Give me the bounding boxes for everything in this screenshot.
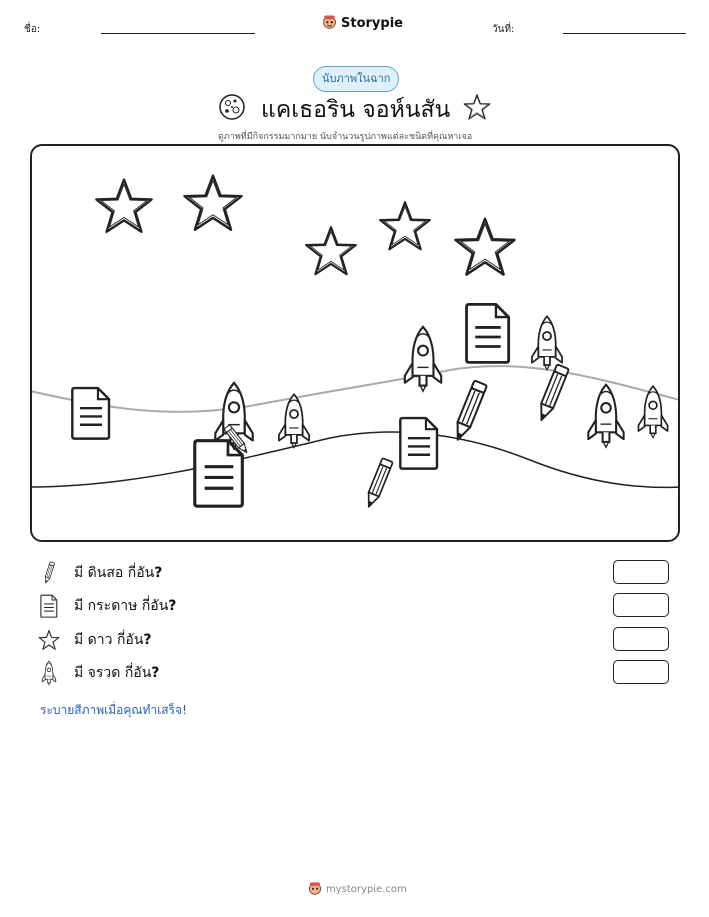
answer-box-paper[interactable] (613, 593, 669, 617)
question-mark: ? (151, 665, 160, 681)
rocket (401, 324, 445, 394)
star (303, 224, 359, 278)
answer-box-star[interactable] (613, 627, 669, 651)
question-suffix: กี่อัน (127, 565, 155, 581)
title-star-icon (463, 93, 491, 125)
rocket (276, 392, 312, 450)
question-text: มี จรวด (74, 665, 125, 681)
star (452, 215, 518, 279)
question-text: มี ดาว (74, 632, 117, 648)
question-text: มี ดินสอ (74, 565, 128, 581)
rocket (585, 382, 627, 450)
paper (398, 416, 440, 470)
answer-box-rocket[interactable] (613, 660, 669, 684)
page-title: แคเธอริน จอห์นสัน (261, 97, 451, 123)
footer-mascot-icon (308, 881, 322, 898)
star-icon (38, 628, 60, 652)
name-label: ชื่อ: (24, 24, 41, 35)
footer-url: mystorypie.com (326, 884, 407, 895)
brand-mascot-icon (322, 14, 337, 33)
footer-brand[interactable] (308, 881, 407, 898)
rocket (635, 384, 671, 440)
coloring-note: ระบายสีภาพเมื่อคุณทำเสร็จ! (40, 703, 187, 717)
question-paper (38, 593, 176, 619)
question-mark: ? (154, 565, 163, 581)
star (181, 172, 245, 234)
question-mark: ? (168, 598, 177, 614)
question-suffix: กี่อัน (116, 632, 144, 648)
question-star (38, 627, 152, 653)
brand-logo (322, 14, 403, 33)
brand-name: Storypie (341, 16, 403, 31)
question-text: มี กระดาษ (74, 598, 142, 614)
moon-icon (218, 93, 246, 125)
back-hill (30, 366, 680, 412)
question-suffix: กี่อัน (141, 598, 169, 614)
date-label: วันที่: (492, 24, 515, 35)
front-hill (30, 432, 680, 487)
question-suffix: กี่อัน (124, 665, 152, 681)
question-rocket (38, 660, 159, 686)
activity-badge: นับภาพในฉาก (313, 66, 399, 92)
question-pencil (38, 560, 162, 586)
date-line[interactable] (563, 33, 686, 34)
paper-icon (38, 594, 60, 618)
instructions: ดูภาพที่มีกิจกรรมมากมาย นับจำนวนรูปภาพแต่ละชนิดที่คุณหาเจอ (218, 132, 473, 142)
rocket-icon (38, 661, 60, 685)
paper (464, 302, 512, 364)
answer-box-pencil[interactable] (613, 560, 669, 584)
question-mark: ? (143, 632, 152, 648)
paper (70, 386, 112, 440)
counting-scene (30, 144, 680, 542)
star (93, 176, 155, 236)
name-line[interactable] (101, 33, 255, 34)
star (377, 199, 433, 253)
pencil-icon (38, 561, 60, 585)
